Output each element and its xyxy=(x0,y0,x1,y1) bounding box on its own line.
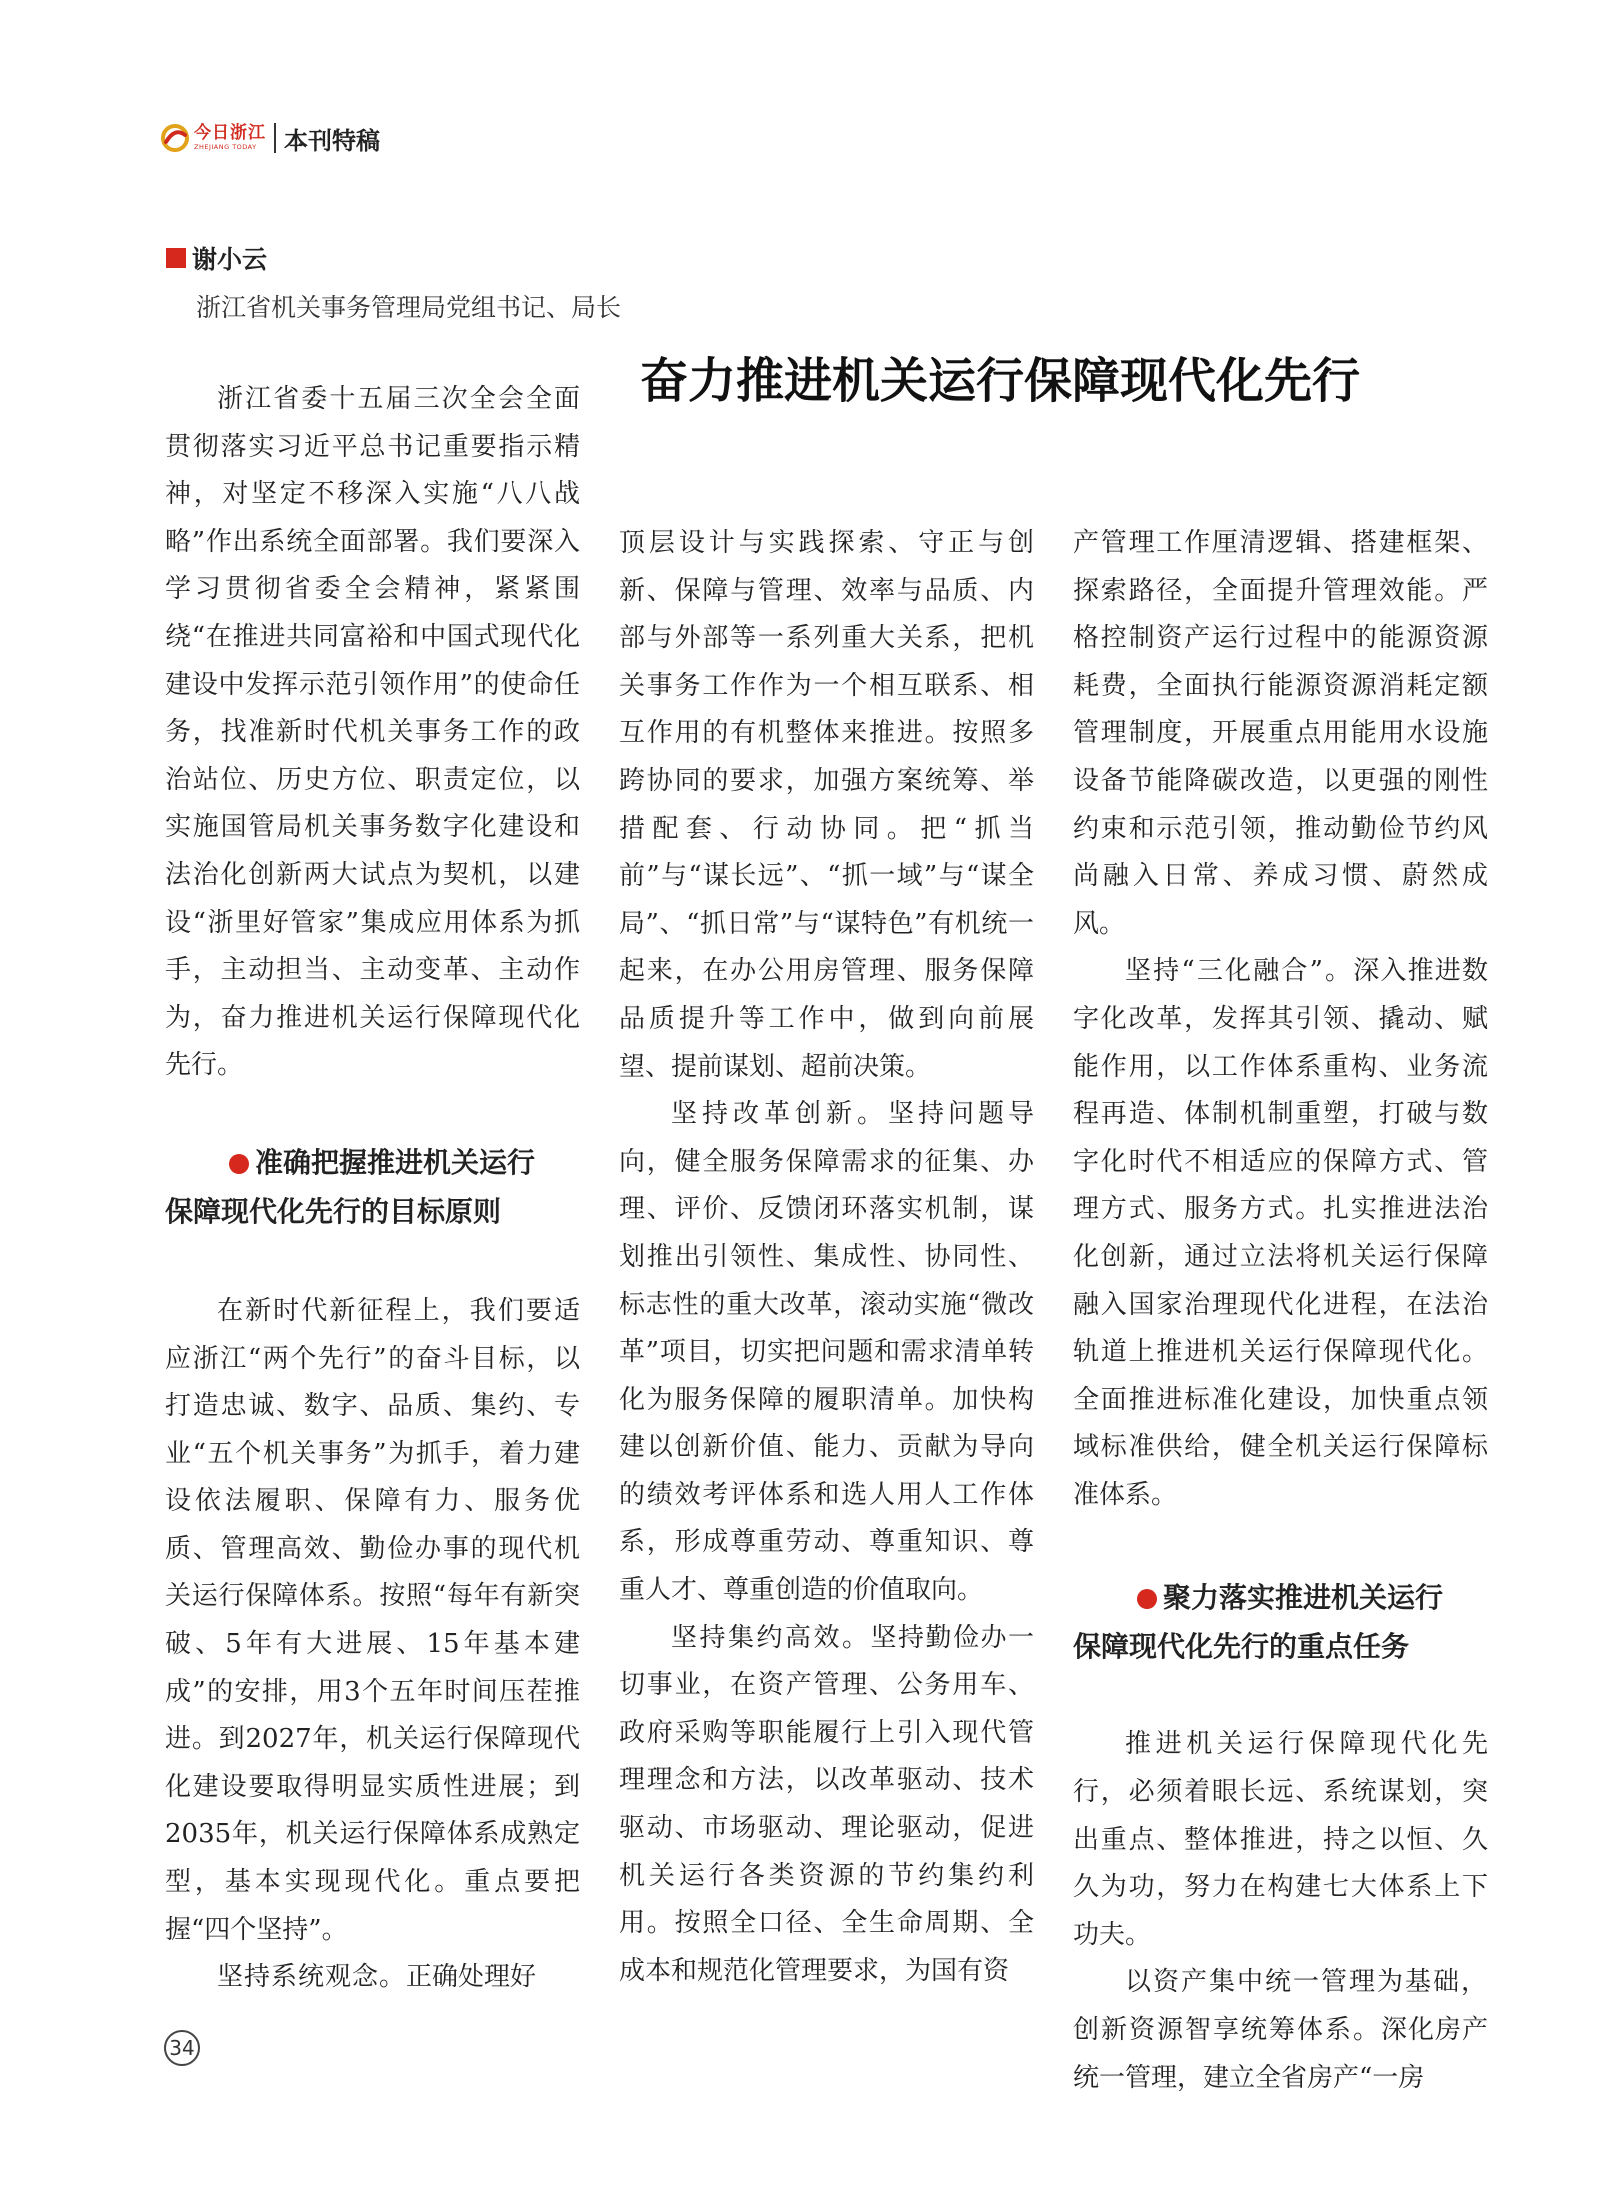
paragraph-lead: 坚持“三化融合”。 xyxy=(1125,956,1354,987)
text-column-2 xyxy=(619,520,1034,1995)
paragraph: 推进机关运行保障现代化先行，必须着眼长远、系统谋划，突出重点、整体推进，持之以恒、久久为功，努力在构建七大体系上下功夫。 xyxy=(1073,1729,1488,1950)
author-byline xyxy=(166,240,267,276)
section-heading-2: 聚力落实推进机关运行 保障现代化先行的重点任务 xyxy=(1073,1581,1444,1664)
red-dot-icon xyxy=(229,1154,249,1174)
author-name: 谢小云 xyxy=(192,245,268,274)
header-divider xyxy=(274,123,276,153)
section-heading-1: 准确把握推进机关运行 保障现代化先行的目标原则 xyxy=(165,1145,536,1228)
page-number: 34 xyxy=(164,2030,200,2066)
paragraph-lead: 以资产集中统一管理为基础，创新资源智享统筹体系。 xyxy=(1073,1967,1488,2046)
paragraph-lead: 坚持改革创新。 xyxy=(671,1099,888,1130)
text-column-3 xyxy=(1073,520,1488,2102)
paragraph: 以资产集中统一管理为基础，创新资源智享统筹体系。深化房产统一管理，建立全省房产“一房 xyxy=(1073,1967,1488,2093)
paragraph: 坚持“三化融合”。深入推进数字化改革，发挥其引领、撬动、赋能作用，以工作体系重构、业务流程再造、体制机制重塑，打破与数字化时代不相适应的保障方式、管理方式、服务方式。扎实推进法治化创新，通过立法将机关运行保障融入国家治理现代化进程，在法治轨道上推进机关运行保障现代化。全面推进标准化建设，加快重点领域标准供给，健全机关运行保障标准体系。 xyxy=(1073,956,1488,1510)
paragraph: 坚持系统观念。正确处理好 xyxy=(217,1962,537,1993)
logo-chinese-text: 今日浙江 xyxy=(194,123,266,144)
paragraph: 在新时代新征程上，我们要适应浙江“两个先行”的奋斗目标，以打造忠诚、数字、品质、集约、专业“五个机关事务”为抓手，着力建设依法履职、保障有力、服务优质、管理高效、勤俭办事的现代机关运行保障体系。按照“每年有新突破、5年有大进展、15年基本建成”的安排，用3个五年时间压茬推进。到2027年，机关运行保障现代化建设要取得明显实质性进展；到2035年，机关运行保障体系成熟定型，基本实现现代化。重点要把握“四个坚持”。 xyxy=(165,1295,580,1945)
red-dot-icon xyxy=(1137,1589,1157,1609)
logo-english-text: ZHEJIANG TODAY xyxy=(194,143,257,152)
author-square-icon xyxy=(166,248,186,268)
paragraph: 浙江省委十五届三次全会全面贯彻落实习近平总书记重要指示精神，对坚定不移深入实施“八八战略”作出系统全面部署。我们要深入学习贯彻省委全会精神，紧紧围绕“在推进共同富裕和中国式现代化建设中发挥示范引领作用”的使命任务，找准新时代机关事务工作的政治站位、历史方位、职责定位，以实施国管局机关事务数字化建设和法治化创新两大试点为契机，以建设“浙里好管家”集成应用体系为抓手，主动担当、主动变革、主动作为，奋力推进机关运行保障现代化先行。 xyxy=(165,384,580,1081)
magazine-logo xyxy=(160,123,266,153)
paragraph: 坚持改革创新。坚持问题导向，健全服务保障需求的征集、办理、评价、反馈闭环落实机制，谋划推出引领性、集成性、协同性、标志性的重大改革，滚动实施“微改革”项目，切实把问题和需求清单转化为服务保障的履职清单。加快构建以创新价值、能力、贡献为导向的绩效考评体系和选人用人工作体系，形成尊重劳动、尊重知识、尊重人才、尊重创造的价值取向。 xyxy=(619,1099,1034,1606)
paragraph: 产管理工作厘清逻辑、搭建框架、探索路径，全面提升管理效能。严格控制资产运行过程中的能源资源耗费，全面执行能源资源消耗定额管理制度，开展重点用能用水设施设备节能降碳改造，以更强的刚性约束和示范引领，推动勤俭节约风尚融入日常、养成习惯、蔚然成风。 xyxy=(1073,528,1488,939)
section-tag: 本刊特稿 xyxy=(284,126,380,155)
paragraph-lead: 坚持集约高效。 xyxy=(671,1622,871,1653)
page-header xyxy=(160,118,380,158)
paragraph: 顶层设计与实践探索、守正与创新、保障与管理、效率与品质、内部与外部等一系列重大关系，把机关事务工作作为一个相互联系、相互作用的有机整体来推进。按照多跨协同的要求，加强方案统筹、举措配套、行动协同。把“抓当前”与“谋长远”、“抓一域”与“谋全局”、“抓日常”与“谋特色”有机统一起来，在办公用房管理、服务保障品质提升等工作中，做到向前展望、提前谋划、超前决策。 xyxy=(619,528,1034,1082)
paragraph: 坚持集约高效。坚持勤俭办一切事业，在资产管理、公务用车、政府采购等职能履行上引入现代管理理念和方法，以改革驱动、技术驱动、市场驱动、理论驱动，促进机关运行各类资源的节约集约利用。按照全口径、全生命周期、全成本和规范化管理要求，为国有资 xyxy=(619,1622,1034,1986)
paragraph-lead: 坚持系统观念。 xyxy=(217,1962,407,1993)
text-column-1 xyxy=(165,376,580,2002)
author-title: 浙江省机关事务管理局党组书记、局长 xyxy=(196,293,622,322)
logo-swirl-icon xyxy=(160,123,190,153)
article-title: 奋力推进机关运行保障现代化先行 xyxy=(640,353,1361,409)
